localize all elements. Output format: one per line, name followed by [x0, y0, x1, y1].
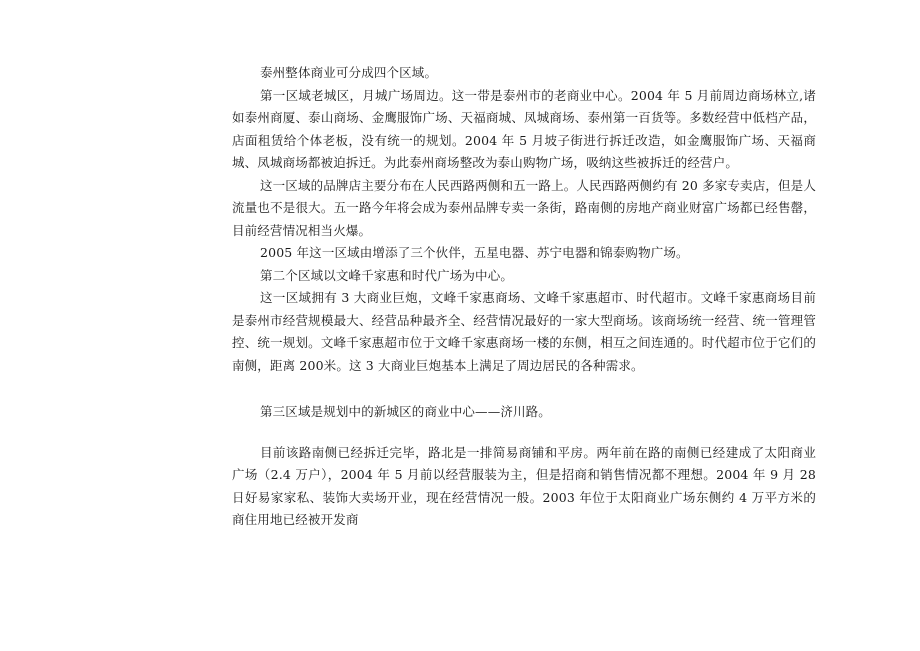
paragraph-zone-three-detail: 目前该路南侧已经拆迁完毕，路北是一排简易商铺和平房。两年前在路的南侧已经建成了太阳商业广场（2.4 万户），2004 年 5 月前以经营服装为主，但是招商和销售情况都不理想。2004 年 9 月 28 日好易家家私、装饰大卖场开业，现在经营情况一般。2003 年位于太阳商业广场东侧约 4 万平方米的商住用地已经被开发商 — [232, 444, 816, 527]
paragraph-intro: 泰州整体商业可分成四个区域。 — [260, 65, 438, 80]
paragraph-zone-two: 第二个区域以文峰千家惠和时代广场为中心。 — [260, 267, 514, 283]
paragraph-zone-one: 第一区域老城区，月城广场周边。这一带是泰州市的老商业中心。2004 年 5 月前周边商场林立,诸如泰州商厦、泰山商场、金鹰服饰广场、天福商城、凤城商场、泰州第一百货等。多数经营中低档产品，店面租赁给个体老板，没有统一的规划。2004 年 5 月坡子街进行拆迁改造，如金鹰服饰广场、天福商城、凤城商场都被迫拆迁。为此泰州商场整改为泰山购物广场，吸纳这些被拆迁的经营户。 — [232, 87, 816, 170]
paragraph-zone-three: 第三区域是规划中的新城区的商业中心——济川路。 — [260, 404, 551, 419]
document-page — [232, 62, 816, 532]
paragraph-zone-one-2005: 2005 年这一区域由增添了三个伙伴，五星电器、苏宁电器和锦泰购物广场。 — [260, 245, 689, 260]
paragraph-zone-two-detail: 这一区域拥有 3 大商业巨炮，文峰千家惠商场、文峰千家惠超市、时代超市。文峰千家惠商场目前是泰州市经营规模最大、经营品种最齐全、经营情况最好的一家大型商场。该商场统一经营、统一管理管控、统一规划。文峰千家惠超市位于文峰千家惠商场一楼的东侧，相互之间连通的。时代超市位于它们的南侧，距离 200米。这 3 大商业巨炮基本上满足了周边居民的各种需求。 — [232, 290, 816, 373]
paragraph-zone-one-brands: 这一区域的品牌店主要分布在人民西路两侧和五一路上。人民西路两侧约有 20 多家专卖店，但是人流量也不是很大。五一路今年将会成为泰州品牌专卖一条街，路南侧的房地产商业财富广场都已经售罄，目前经营情况相当火爆。 — [232, 177, 816, 238]
